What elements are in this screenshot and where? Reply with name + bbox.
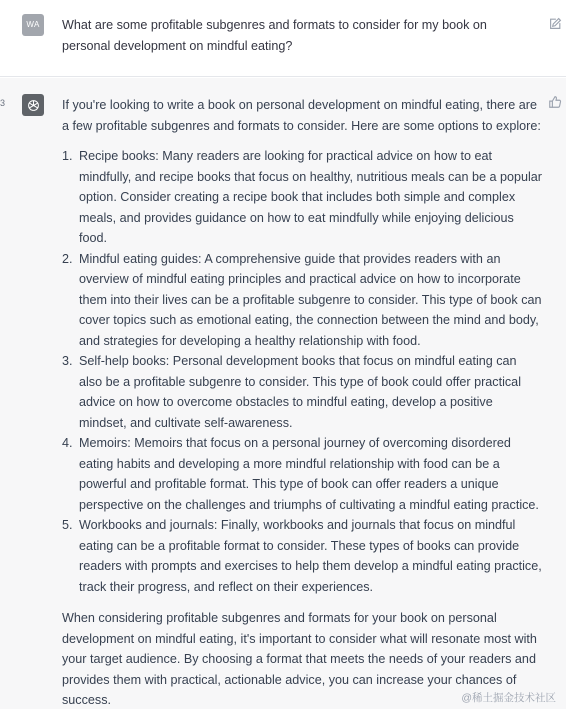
list-item-number: 1.: [62, 149, 73, 163]
list-item-text: Recipe books: Many readers are looking for practical advice on how to eat mindfully, and recipe books that focus on healthy, nutritious meals can be a popular option. Consider creating a recipe book that includes both simple and complex meals, and provides guidance on how to eat mindfully while enjoying delicious food.: [79, 149, 542, 245]
options-list: [62, 146, 542, 597]
list-item-text: Workbooks and journals: Finally, workbooks and journals that focus on mindful eating can be a profitable format to consider. These types of books can provide readers with prompts and exercises to help them develop a mindful eating practice, track their progress, and reflect on their experiences.: [79, 518, 542, 594]
edit-icon[interactable]: [548, 17, 562, 31]
edge-mark: 3: [0, 98, 6, 108]
list-item: [62, 146, 542, 249]
assistant-message-content: [62, 95, 542, 709]
list-item: [62, 351, 542, 433]
list-item-text: Memoirs: Memoirs that focus on a personal journey of overcoming disordered eating habits and developing a more mindful relationship with food can be a powerful and profitable format. This type of book can offer readers a unique perspective on the challenges and triumphs of cultivating a mindful eating practice.: [79, 436, 539, 512]
list-item-number: 5.: [62, 518, 73, 532]
user-message-text: What are some profitable subgenres and formats to consider for my book on personal development on mindful eating?: [62, 18, 487, 53]
list-item: [62, 515, 542, 597]
list-item: [62, 433, 542, 515]
list-item-number: 3.: [62, 354, 73, 368]
list-item: [62, 249, 542, 352]
outro-paragraph: When considering profitable subgenres and formats for your book on personal development on mindful eating, it's important to consider what will resonate most with your target audience. By choosing a format that meets the needs of your readers and provides them with practical, actionable advice, you can increase your chances of success.: [62, 611, 537, 707]
assistant-message: [0, 78, 566, 709]
user-message: [0, 0, 566, 77]
list-item-number: 2.: [62, 251, 73, 266]
thumbs-up-icon[interactable]: [548, 95, 562, 109]
user-avatar: WA: [22, 14, 44, 36]
intro-paragraph: If you're looking to write a book on personal development on mindful eating, there are a few profitable subgenres and formats to consider. Here are some options to explore:: [62, 98, 541, 133]
watermark: @稀土掘金技术社区: [461, 692, 556, 704]
list-item-text: Mindful eating guides: A comprehensive guide that provides readers with an overview of mindful eating principles and practical advice on how to incorporate them into their lives can be a profitable subgenre to consider. This type of book can cover topics such as emotional eating, the connection between the mind and body, and strategies for developing a healthy relationship with food.: [79, 251, 542, 348]
assistant-avatar: [22, 94, 44, 116]
openai-logo-icon: [26, 98, 41, 113]
list-item-number: 4.: [62, 436, 73, 450]
list-item-text: Self-help books: Personal development books that focus on mindful eating can also be a profitable subgenre to consider. This type of book could offer practical advice on how to overcome obstacles to mindful eating, develop a positive mindset, and cultivate self-awareness.: [79, 354, 521, 430]
